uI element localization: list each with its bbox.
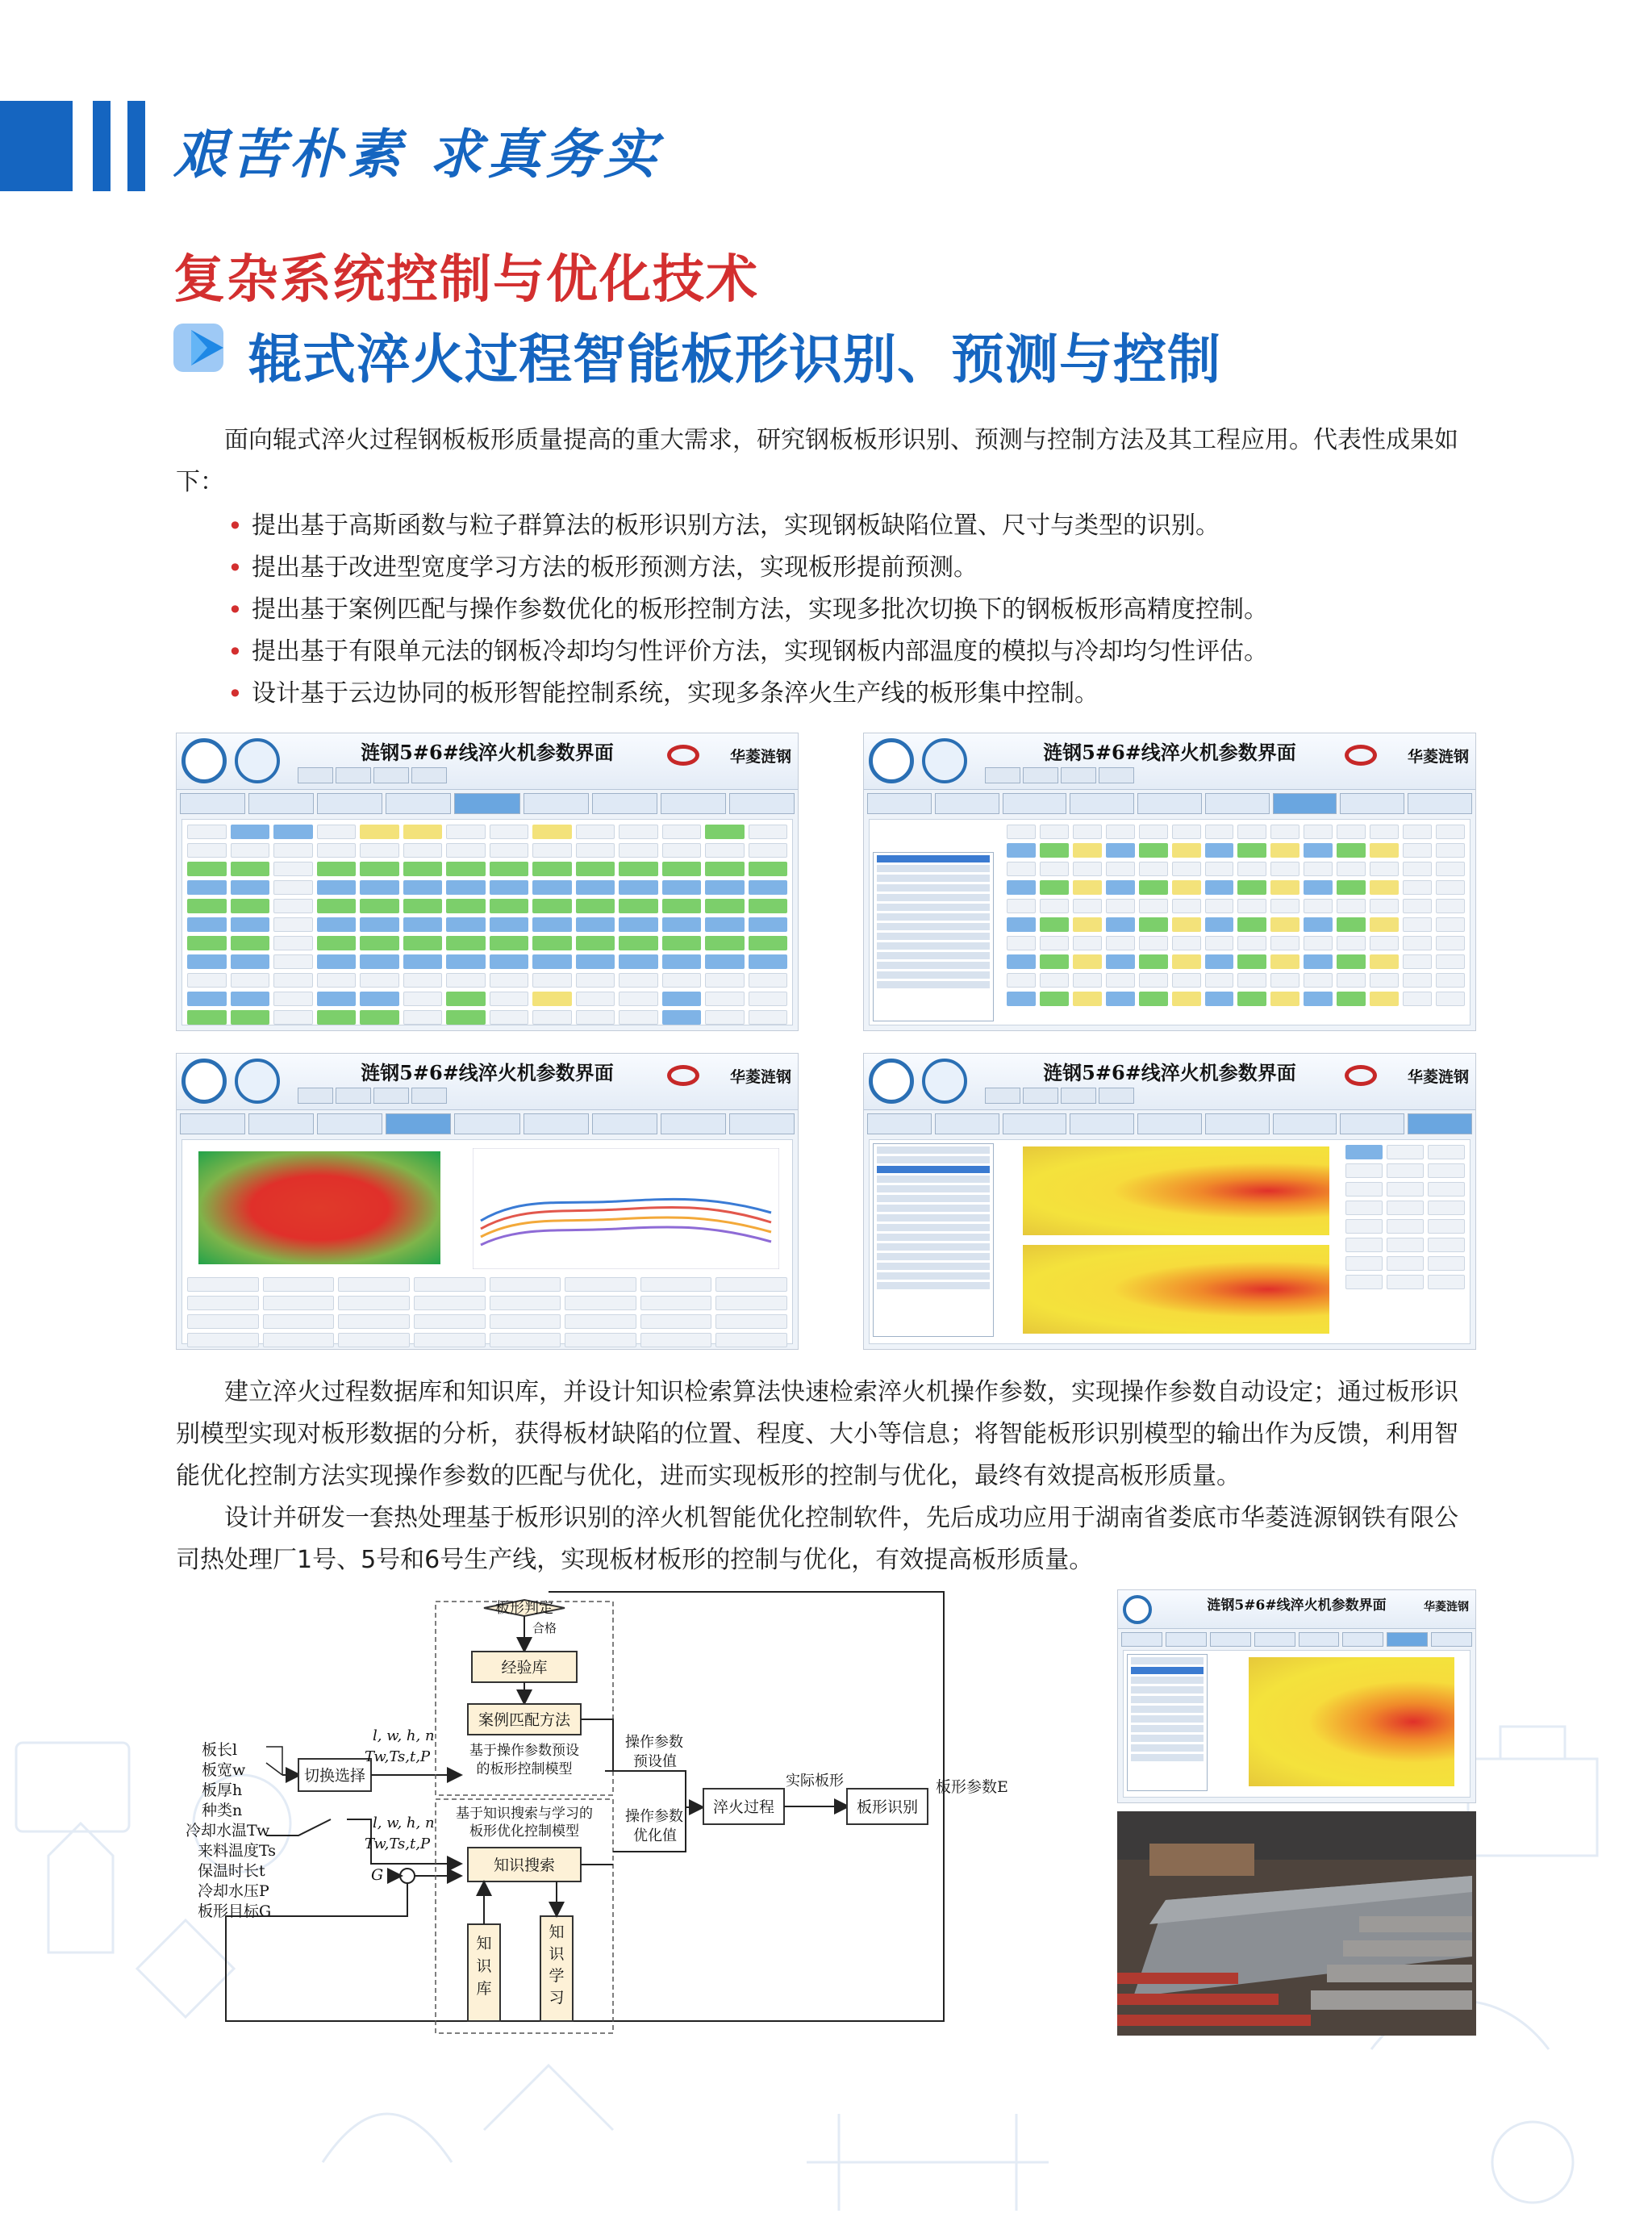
list-item: • 设计基于云边协同的板形智能控制系统，实现多条淬火生产线的板形集中控制。 bbox=[234, 673, 1476, 715]
judge-node: 板形判定 bbox=[495, 1600, 553, 1617]
list-item: • 提出基于改进型宽度学习方法的板形预测方法，实现板形提前预测。 bbox=[234, 547, 1476, 589]
screenshot-history-panel bbox=[863, 733, 1476, 1031]
quench-process: 淬火过程 bbox=[712, 1798, 775, 1816]
tab-bar bbox=[180, 793, 795, 814]
svg-text:的板形控制模型: 的板形控制模型 bbox=[476, 1761, 573, 1777]
flatness-heatmap-top bbox=[1023, 1146, 1329, 1235]
params-label-b: Tw,Ts,t,P bbox=[365, 1748, 431, 1765]
page-subtitle: 辊式淬火过程智能板形识别、预测与控制 bbox=[248, 328, 1221, 390]
list-item: • 提出基于有限单元法的钢板冷却均匀性评价方法，实现钢板内部温度的模拟与冷却均匀性评估。 bbox=[234, 631, 1476, 673]
panel-title: 涟钢5#6#线淬火机参数界面 bbox=[1043, 741, 1296, 764]
tab-bar bbox=[180, 1113, 795, 1134]
valin-logo-icon bbox=[1345, 1065, 1377, 1086]
history-content bbox=[869, 819, 1471, 1025]
header-accent-bar bbox=[0, 101, 73, 191]
method-paragraph: 建立淬火过程数据库和知识库，并设计知识检索算法快速检索淬火机操作参数，实现操作参数自动设定；通过板形识别模型实现对板形数据的分析，获得板材缺陷的位置、程度、大小等信息；将智能板形识别模型的输出作为反馈，利用智能优化控制方法实现操作参数的匹配与优化，进而实现板形的控制与优化，最终有效提高板形质量。 bbox=[176, 1378, 1458, 1490]
production-line-photo bbox=[1117, 1811, 1476, 2036]
header-accent-stripe bbox=[127, 101, 145, 191]
g-label: G bbox=[371, 1866, 384, 1884]
achievement-list bbox=[234, 505, 1476, 715]
input-thickness: 板厚h bbox=[202, 1781, 243, 1799]
motto: 艰苦朴素 求真务实 bbox=[173, 123, 661, 186]
experience-base: 经验库 bbox=[501, 1659, 548, 1677]
input-hold-time: 保温时长t bbox=[198, 1862, 265, 1880]
params-label-a: l, w, h, n bbox=[373, 1727, 435, 1744]
play-icon bbox=[173, 319, 232, 377]
flatness-heatmap-bottom bbox=[1023, 1245, 1329, 1334]
input-water-pressure: 冷却水压P bbox=[198, 1882, 269, 1900]
preset-value: 操作参数 bbox=[625, 1734, 683, 1751]
thumbnail-heatmap bbox=[1249, 1657, 1454, 1786]
panel-header bbox=[864, 733, 1475, 790]
actual-shape: 实际板形 bbox=[786, 1773, 844, 1790]
shape-identification: 板形识别 bbox=[856, 1798, 919, 1816]
input-target: 板形目标G bbox=[198, 1902, 272, 1920]
svg-text:学: 学 bbox=[549, 1967, 565, 1985]
screenshot-heatmap-thumbnail bbox=[1117, 1589, 1476, 1803]
params-label-a: l, w, h, n bbox=[373, 1815, 435, 1831]
screenshot-history-heatmap-panel bbox=[863, 1053, 1476, 1350]
intro-paragraph: 面向辊式淬火过程钢板板形质量提高的重大需求，研究钢板板形识别、预测与控制方法及其工程应用。代表性成果如下： bbox=[176, 426, 1458, 496]
history-heatmap-content bbox=[869, 1139, 1471, 1344]
input-length: 板长l bbox=[202, 1741, 238, 1759]
knowledge-search: 知识搜索 bbox=[493, 1856, 556, 1874]
case-matching: 案例匹配方法 bbox=[478, 1711, 571, 1729]
module-knowledge: 基于知识搜索与学习的 bbox=[456, 1806, 593, 1822]
brand-name: 华菱涟钢 bbox=[1407, 748, 1469, 766]
toolbar-buttons bbox=[298, 1088, 459, 1105]
switch-select: 切换选择 bbox=[303, 1767, 366, 1785]
panel-header bbox=[864, 1054, 1475, 1110]
list-item: • 提出基于高斯函数与粒子群算法的板形识别方法，实现钢板缺陷位置、尺寸与类型的识别。 bbox=[234, 505, 1476, 547]
toolbar-buttons bbox=[985, 1088, 1146, 1105]
identification-content bbox=[181, 1139, 793, 1344]
input-width: 板宽w bbox=[202, 1761, 246, 1779]
toolbar-buttons bbox=[985, 767, 1146, 785]
module-preset: 基于操作参数预设 bbox=[469, 1743, 579, 1759]
section-title: 复杂系统控制与优化技术 bbox=[173, 250, 759, 310]
brand-name: 华菱涟钢 bbox=[1424, 1601, 1469, 1614]
pass-label: 合格 bbox=[532, 1621, 557, 1635]
svg-text:预设值: 预设值 bbox=[633, 1753, 677, 1770]
valin-logo-icon bbox=[667, 1065, 699, 1086]
svg-text:习: 习 bbox=[549, 1989, 565, 2007]
control-flow-diagram bbox=[186, 1585, 952, 2037]
thumbnail-content bbox=[1123, 1650, 1471, 1798]
valin-logo-icon bbox=[1345, 745, 1377, 766]
input-water-temp: 冷却水温Tw bbox=[186, 1822, 270, 1840]
flatness-curves bbox=[473, 1148, 779, 1269]
tab-bar bbox=[867, 793, 1472, 814]
svg-text:识: 识 bbox=[476, 1957, 492, 1975]
record-list bbox=[873, 1143, 994, 1337]
screenshot-identification-panel bbox=[176, 1053, 799, 1350]
svg-text:板形优化控制模型: 板形优化控制模型 bbox=[469, 1823, 579, 1840]
valin-logo-icon bbox=[667, 745, 699, 766]
application-paragraph: 设计并研发一套热处理基于板形识别的淬火机智能优化控制软件，先后成功应用于湖南省娄底市华菱涟源钢铁有限公司热处理厂1号、5号和6号生产线，实现板材板形的控制与优化，有效提高板形质量。 bbox=[176, 1504, 1458, 1574]
record-list bbox=[1127, 1654, 1208, 1791]
toolbar-buttons bbox=[298, 767, 459, 785]
brand-name: 华菱涟钢 bbox=[729, 748, 791, 766]
svg-text:识: 识 bbox=[549, 1945, 565, 1963]
parameter-grid bbox=[181, 819, 793, 1025]
panel-title: 涟钢5#6#线淬火机参数界面 bbox=[361, 1061, 614, 1084]
panel-title: 涟钢5#6#线淬火机参数界面 bbox=[361, 741, 614, 764]
params-label-b: Tw,Ts,t,P bbox=[365, 1836, 431, 1852]
panel-header bbox=[177, 1054, 798, 1110]
header-accent-stripe bbox=[93, 101, 111, 191]
tab-bar bbox=[867, 1113, 1472, 1134]
output-label: 板形参数E bbox=[936, 1778, 1008, 1796]
tab-bar bbox=[1121, 1632, 1472, 1647]
svg-text:库: 库 bbox=[476, 1980, 492, 1998]
svg-text:知: 知 bbox=[476, 1935, 492, 1952]
list-item: • 提出基于案例匹配与操作参数优化的板形控制方法，实现多批次切换下的钢板板形高精度控制。 bbox=[234, 589, 1476, 631]
brand-name: 华菱涟钢 bbox=[729, 1068, 791, 1086]
record-list bbox=[873, 852, 994, 1021]
svg-text:知: 知 bbox=[549, 1923, 565, 1941]
input-type: 种类n bbox=[202, 1802, 243, 1819]
panel-title: 涟钢5#6#线淬火机参数界面 bbox=[1043, 1061, 1296, 1084]
panel-header bbox=[177, 733, 798, 790]
input-incoming-temp: 来料温度Ts bbox=[198, 1842, 277, 1860]
screenshot-parameter-panel bbox=[176, 733, 799, 1031]
optimized-value: 操作参数 bbox=[625, 1808, 683, 1825]
svg-text:优化值: 优化值 bbox=[633, 1827, 677, 1844]
flatness-heatmap bbox=[198, 1151, 440, 1264]
brand-name: 华菱涟钢 bbox=[1407, 1068, 1469, 1086]
panel-header bbox=[1118, 1590, 1475, 1629]
panel-title: 涟钢5#6#线淬火机参数界面 bbox=[1207, 1597, 1387, 1614]
